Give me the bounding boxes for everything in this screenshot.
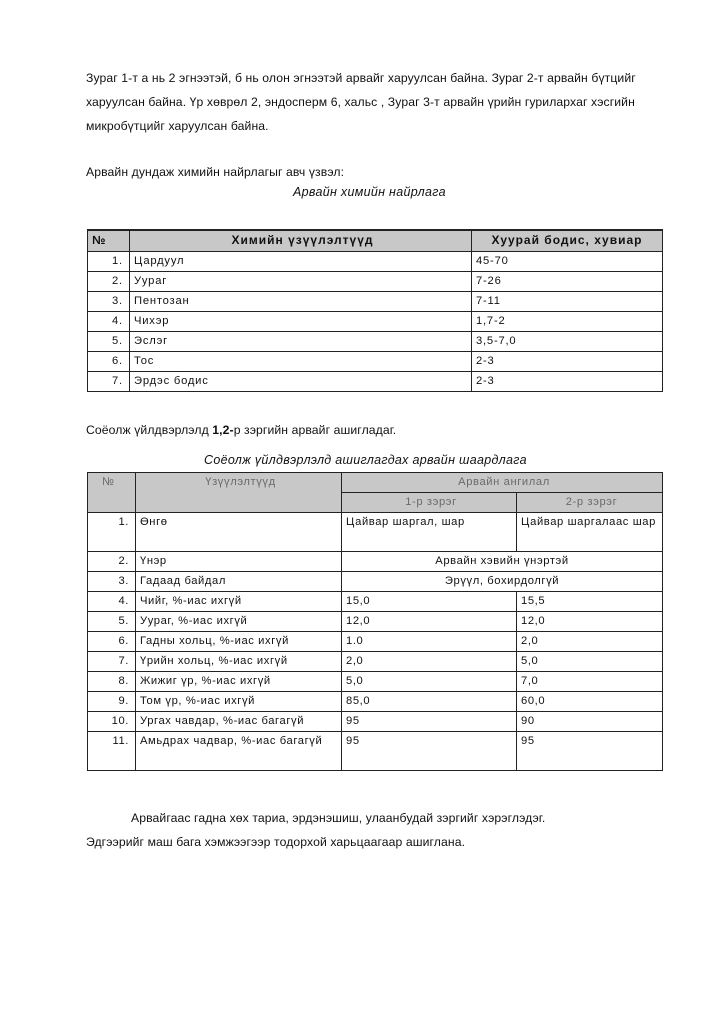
row-name: Ургах чавдар, %-иас багагүй	[136, 712, 342, 732]
row-grade2: 60,0	[517, 692, 663, 712]
row-grade2: 5,0	[517, 652, 663, 672]
table-row	[88, 272, 663, 292]
row-value: 2-3	[472, 372, 663, 392]
row-name: Амьдрах чадвар, %-иас багагүй	[136, 732, 342, 771]
row-name: Уураг	[130, 272, 472, 292]
row-name: Уураг, %-иас ихгүй	[136, 612, 342, 632]
row-grade2: Цайвар шаргалаас шар	[517, 513, 663, 552]
row-name: Чийг, %-иас ихгүй	[136, 592, 342, 612]
chemical-composition-table	[87, 229, 663, 392]
header-dry-matter: Хуурай бодис, хувиар	[472, 230, 663, 252]
table-row	[88, 632, 663, 652]
row-num: 7.	[88, 372, 130, 392]
row-grade2: 95	[517, 732, 663, 771]
table-row	[88, 652, 663, 672]
row-name: Жижиг үр, %-иас ихгүй	[136, 672, 342, 692]
table1-caption: Арвайн химийн найрлага	[293, 185, 446, 199]
table-header-row	[88, 230, 663, 252]
table-row	[88, 292, 663, 312]
row-num: 5.	[88, 332, 130, 352]
closing-paragraph	[86, 806, 666, 854]
header-classification: Арвайн ангилал	[342, 473, 663, 493]
intro-text: Зураг 1-т а нь 2 эгнээтэй, б нь олон эгнээтэй арвайг харуулсан байна. Зураг 2-т арвайн бүтцийг харуулсан байна. Үр хөврөл 2, эндосперм 6, хальс , Зураг 3-т арвайн үрийн гурилархаг хэсгийн микробүтцийг харуулсан байна.	[86, 71, 636, 133]
table-row	[88, 592, 663, 612]
table2-caption: Соёолж үйлдвэрлэлд ашиглагдах арвайн шаардлага	[204, 453, 527, 467]
row-value: 2-3	[472, 352, 663, 372]
row-num: 8.	[88, 672, 136, 692]
row-num: 3.	[88, 572, 136, 592]
row-grade2: 15,5	[517, 592, 663, 612]
row-grade1: 12,0	[342, 612, 517, 632]
row-value: 45-70	[472, 252, 663, 272]
intro-paragraph	[86, 66, 666, 138]
row-grade1: 2,0	[342, 652, 517, 672]
row-grade2: 7,0	[517, 672, 663, 692]
row-num: 3.	[88, 292, 130, 312]
row-grade2: 12,0	[517, 612, 663, 632]
row-num: 6.	[88, 352, 130, 372]
table-header-row	[88, 473, 663, 493]
row-grade1: 85,0	[342, 692, 517, 712]
table-row	[88, 372, 663, 392]
row-num: 7.	[88, 652, 136, 672]
row-grade1: 15,0	[342, 592, 517, 612]
table-row	[88, 612, 663, 632]
row-name: Эрдэс бодис	[130, 372, 472, 392]
row-num: 5.	[88, 612, 136, 632]
row-name: Эслэг	[130, 332, 472, 352]
row-grade1: 95	[342, 712, 517, 732]
row-name: Чихэр	[130, 312, 472, 332]
row-name: Үрийн хольц, %-иас ихгүй	[136, 652, 342, 672]
intro-lead-text: Арвайн дундаж химийн найрлагыг авч үзвэл:	[86, 165, 345, 179]
row-name: Өнгө	[136, 513, 342, 552]
table-row	[88, 312, 663, 332]
header-grade1: 1-р зэрэг	[342, 493, 517, 513]
table-row	[88, 732, 663, 771]
table-row	[88, 712, 663, 732]
row-grade1: 5,0	[342, 672, 517, 692]
table-row	[88, 252, 663, 272]
row-grade2: 90	[517, 712, 663, 732]
closing-line-2: Эдгээрийг маш бага хэмжээгээр тодорхой харьцаагаар ашиглана.	[86, 835, 466, 849]
row-num: 4.	[88, 592, 136, 612]
row-name: Цардуул	[130, 252, 472, 272]
row-num: 2.	[88, 272, 130, 292]
header-num: №	[88, 230, 130, 252]
row-value: 7-11	[472, 292, 663, 312]
row-name: Пентозан	[130, 292, 472, 312]
row-grade1: 1.0	[342, 632, 517, 652]
barley-requirements-table	[87, 472, 663, 771]
row-value: 3,5-7,0	[472, 332, 663, 352]
row-num: 1.	[88, 513, 136, 552]
row-name: Гадаад байдал	[136, 572, 342, 592]
section2-lead-text: Соёолж үйлдвэрлэлд	[86, 423, 213, 437]
table-row	[88, 552, 663, 572]
row-num: 2.	[88, 552, 136, 572]
row-name: Том үр, %-иас ихгүй	[136, 692, 342, 712]
row-value: 1,7-2	[472, 312, 663, 332]
closing-line-1: Арвайгаас гадна хөх тариа, эрдэнэшиш, улаанбудай зэргийг хэрэглэдэг.	[131, 811, 546, 825]
row-num: 4.	[88, 312, 130, 332]
table-row	[88, 332, 663, 352]
row-name: Гадны хольц, %-иас ихгүй	[136, 632, 342, 652]
row-grade1: 95	[342, 732, 517, 771]
section2-lead-bold: 1,2-	[212, 423, 234, 437]
row-both-grades: Эрүүл, бохирдолгүй	[342, 572, 663, 592]
row-num: 6.	[88, 632, 136, 652]
row-value: 7-26	[472, 272, 663, 292]
header-indicator: Химийн үзүүлэлтүүд	[130, 230, 472, 252]
row-grade1: Цайвар шаргал, шар	[342, 513, 517, 552]
row-both-grades: Арвайн хэвийн үнэртэй	[342, 552, 663, 572]
table-row	[88, 352, 663, 372]
header-indicators: Үзүүлэлтүүд	[136, 473, 342, 513]
row-grade2: 2,0	[517, 632, 663, 652]
header-num: №	[88, 473, 136, 513]
row-num: 10.	[88, 712, 136, 732]
row-num: 11.	[88, 732, 136, 771]
table-row	[88, 672, 663, 692]
row-num: 1.	[88, 252, 130, 272]
table-row	[88, 572, 663, 592]
section2-lead	[86, 418, 666, 442]
section2-lead-tail: р зэргийн арвайг ашигладаг.	[233, 423, 397, 437]
table-row	[88, 513, 663, 552]
intro-lead	[86, 160, 666, 184]
row-name: Тос	[130, 352, 472, 372]
row-name: Үнэр	[136, 552, 342, 572]
table-row	[88, 692, 663, 712]
header-grade2: 2-р зэрэг	[517, 493, 663, 513]
row-num: 9.	[88, 692, 136, 712]
